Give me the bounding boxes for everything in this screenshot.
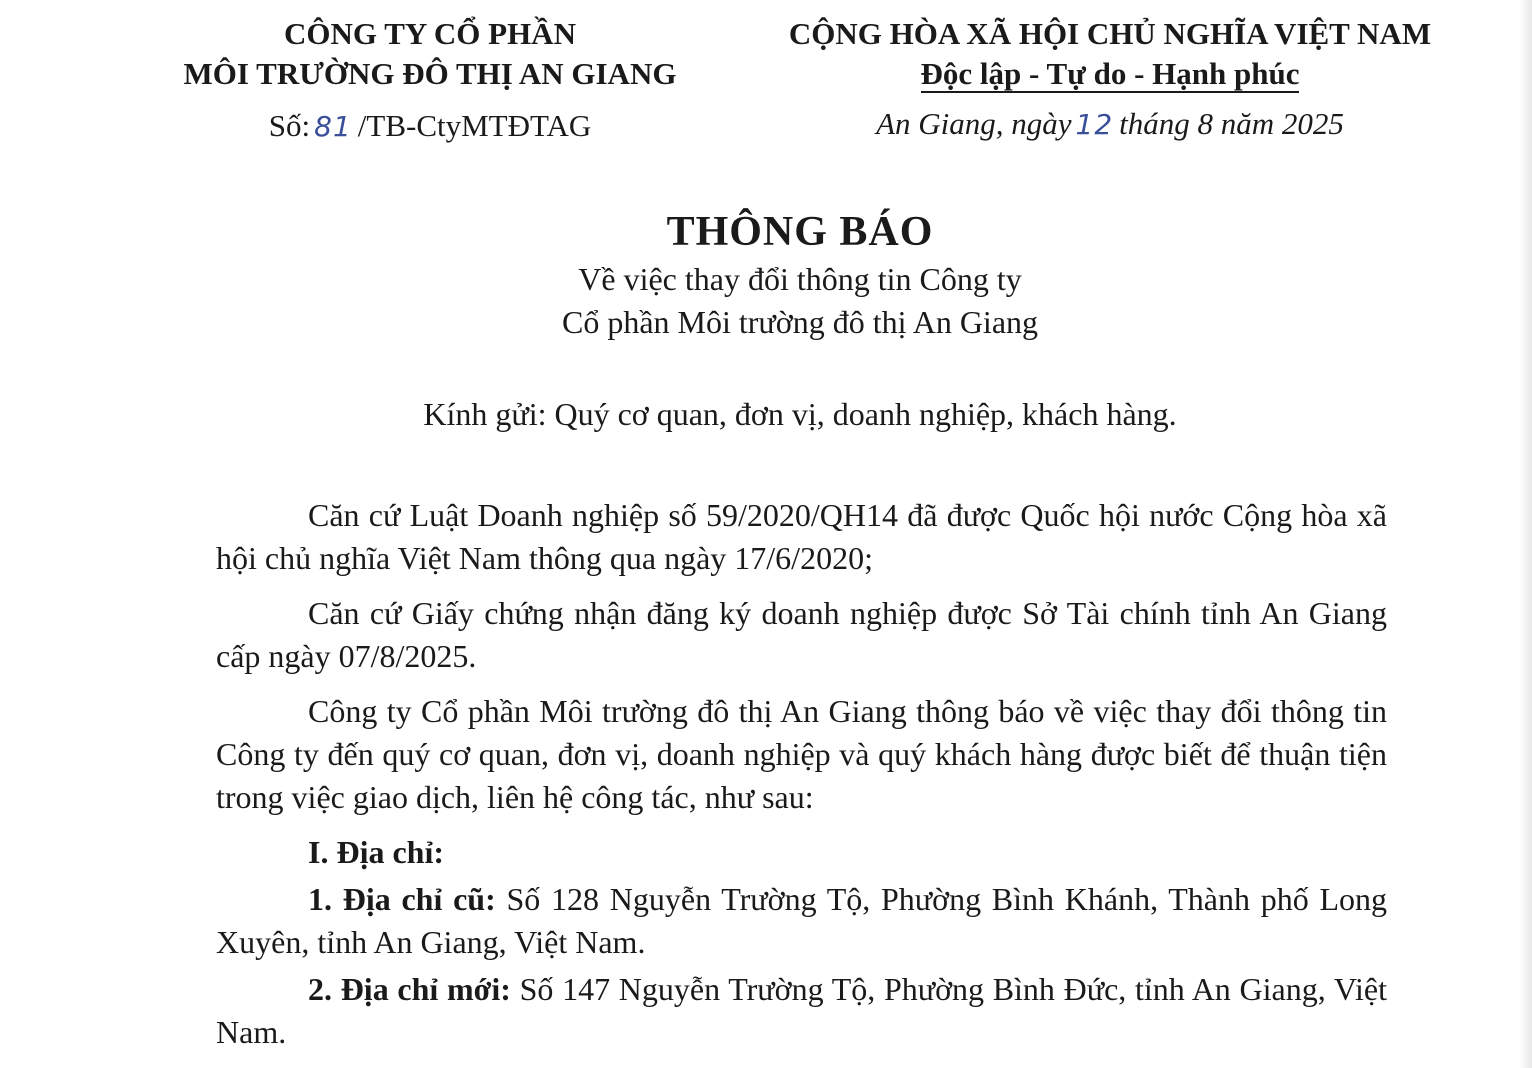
country-name: CỘNG HÒA XÃ HỘI CHỦ NGHĨA VIỆT NAM: [788, 16, 1432, 51]
paragraph-announcement: Công ty Cổ phần Môi trường đô thị An Giang thông báo về việc thay đổi thông tin Công ty đến quý cơ quan, đơn vị, doanh nghiệp và quý khách hàng được biết để thuận tiện trong việc giao dịch, liên hệ công tác, như sau:: [216, 693, 1387, 815]
recipient-line: Kính gửi: Quý cơ quan, đơn vị, doanh nghiệp, khách hàng.: [423, 396, 1177, 432]
date-prefix: An Giang, ngày: [876, 106, 1072, 141]
scan-edge-shadow: [1520, 0, 1532, 1068]
document-title: THÔNG BÁO: [666, 209, 934, 255]
doc-no-suffix: /TB-CtyMTĐTAG: [357, 108, 592, 143]
paragraph-legal-basis-1: Căn cứ Luật Doanh nghiệp số 59/2020/QH14 đã được Quốc hội nước Cộng hòa xã hội chủ nghĩa Việt Nam thông qua ngày 17/6/2020;: [216, 497, 1387, 576]
old-address-label: 1. Địa chỉ cũ:: [308, 881, 496, 917]
date-suffix: tháng 8 năm 2025: [1119, 106, 1344, 141]
title-block: [0, 206, 1532, 344]
document-body: [216, 494, 1387, 1058]
organization-header: [140, 14, 720, 94]
national-header: [740, 14, 1480, 94]
subtitle-line2: Cổ phần Môi trường đô thị An Giang: [561, 304, 1039, 340]
section-address-heading: I. Địa chỉ:: [308, 834, 444, 870]
new-address-label: 2. Địa chỉ mới:: [308, 971, 511, 1007]
handwritten-doc-number: 81: [314, 110, 352, 143]
org-name-line2: MÔI TRƯỜNG ĐÔ THỊ AN GIANG: [183, 56, 677, 91]
old-address-item: [216, 878, 1387, 964]
national-motto: Độc lập - Tự do - Hạnh phúc: [920, 56, 1300, 91]
paragraph-legal-basis-2: Căn cứ Giấy chứng nhận đăng ký doanh nghiệp được Sở Tài chính tỉnh An Giang cấp ngày 07/8/2025.: [216, 595, 1387, 674]
org-name-line1: CÔNG TY CỔ PHẦN: [284, 16, 576, 51]
date-line: [740, 104, 1480, 145]
document-number: [140, 106, 720, 147]
subtitle-line1: Về việc thay đổi thông tin Công ty: [578, 261, 1022, 297]
new-address-item: [216, 968, 1387, 1054]
doc-no-prefix: Số:: [268, 108, 311, 143]
new-address-text: Số 147 Nguyễn Trường Tộ, Phường Bình Đức, tỉnh An Giang, Việt Nam.: [216, 971, 1388, 1050]
handwritten-day: 12: [1075, 108, 1114, 141]
old-address-text: Số 128 Nguyễn Trường Tộ, Phường Bình Khánh, Thành phố Long Xuyên, tỉnh An Giang, Việt Nam.: [216, 881, 1387, 960]
